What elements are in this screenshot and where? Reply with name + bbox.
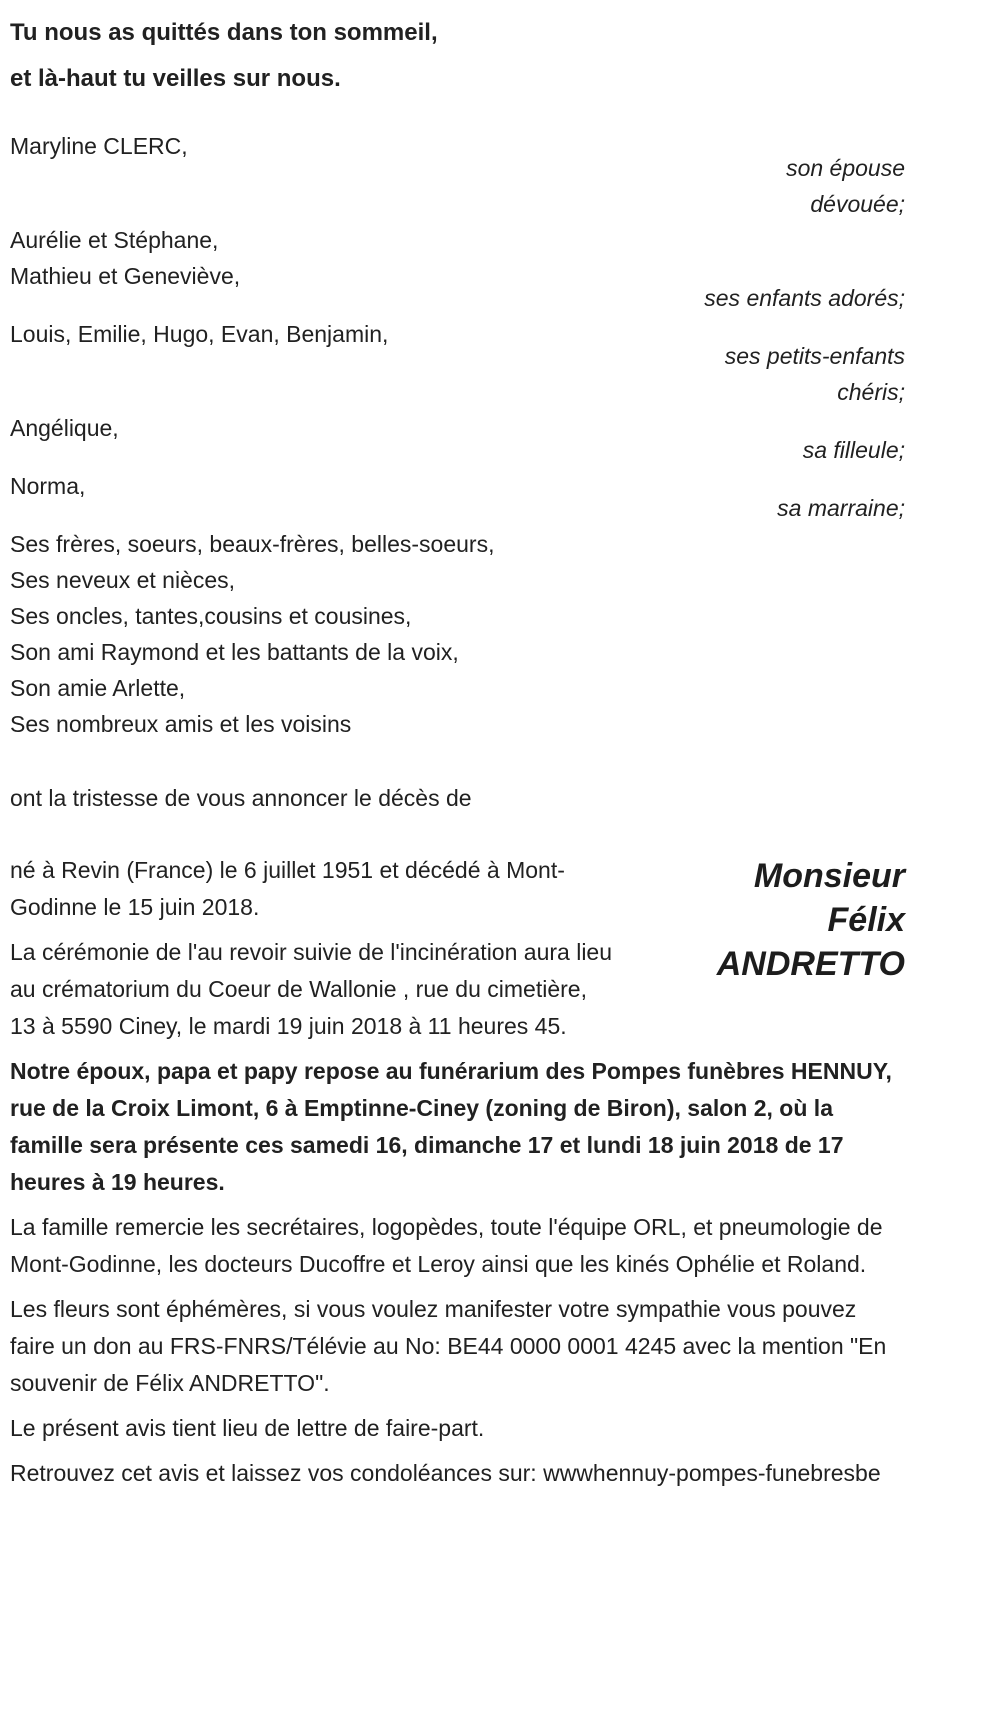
relation-line: sa marraine;: [777, 495, 905, 521]
funeral-home-paragraph: Notre époux, papa et papy repose au funérarium des Pompes funèbres HENNUY, rue de la Croix Limont, 6 à Emptinne-Ciney (zoning de Biron), salon 2, où la famille sera présente ces samedi 16, dimanche 17 et lundi 18 juin 2018 de 17 heures à 19 heures.: [10, 1058, 892, 1195]
family-group-children: [10, 222, 905, 316]
family-names: Norma,: [10, 473, 86, 499]
family-names: Aurélie et Stéphane,: [10, 227, 219, 253]
condolences-paragraph: Retrouvez cet avis et laissez vos condoléances sur: wwwhennuy-pompes-funebresbe: [10, 1460, 881, 1486]
deceased-first-name: Félix: [827, 901, 905, 939]
relatives-line: Son ami Raymond et les battants de la voix,: [10, 639, 459, 665]
relatives-line: Ses nombreux amis et les voisins: [10, 711, 352, 737]
family-group-spouse: [10, 128, 905, 222]
epitaph-line-2: et là-haut tu veilles sur nous.: [10, 65, 341, 92]
relatives-line: Ses oncles, tantes,cousins et cousines,: [10, 603, 412, 629]
family-relation: [10, 490, 905, 526]
relation-line: ses enfants adorés;: [704, 285, 905, 311]
epitaph-line-1: Tu nous as quittés dans ton sommeil,: [10, 19, 438, 46]
relation-line: dévouée;: [810, 191, 905, 217]
relatives-line: Ses frères, soeurs, beaux-frères, belles-soeurs,: [10, 531, 495, 557]
family-group-godmother: [10, 468, 905, 526]
thanks-paragraph: La famille remercie les secrétaires, logopèdes, toute l'équipe ORL, et pneumologie de Mont-Godinne, les docteurs Ducoffre et Leroy ainsi que les kinés Ophélie et Roland.: [10, 1214, 883, 1277]
family-section: [10, 128, 905, 526]
deceased-last-name: ANDRETTO: [716, 945, 905, 983]
decease-section: [10, 852, 905, 1492]
ceremony-paragraph: La cérémonie de l'au revoir suivie de l'incinération aura lieu au crématorium du Coeur de Wallonie , rue du cimetière, 13 à 5590 Ciney, le mardi 19 juin 2018 à 11 heures 45.: [10, 939, 613, 1039]
notice-paragraph: Le présent avis tient lieu de lettre de faire-part.: [10, 1415, 485, 1441]
deceased-name: [625, 854, 905, 986]
family-relation: [10, 432, 905, 468]
epitaph: [10, 10, 905, 102]
relation-line: ses petits-enfants: [724, 343, 905, 369]
announcement-line: ont la tristesse de vous annoncer le décès de: [10, 785, 472, 811]
relatives-line: Ses neveux et nièces,: [10, 567, 236, 593]
relation-line: son épouse: [786, 155, 905, 181]
family-group-grandchildren: [10, 316, 905, 410]
relatives-list: [10, 526, 905, 742]
family-names: Maryline CLERC,: [10, 133, 188, 159]
family-names: Mathieu et Geneviève,: [10, 263, 241, 289]
family-group-goddaughter: [10, 410, 905, 468]
relation-line: sa filleule;: [802, 437, 905, 463]
relation-line: chéris;: [837, 379, 905, 405]
birth-death-paragraph: né à Revin (France) le 6 juillet 1951 et décédé à Mont-Godinne le 15 juin 2018.: [10, 857, 565, 920]
family-names: Angélique,: [10, 415, 119, 441]
deceased-title: Monsieur: [753, 857, 905, 895]
relatives-line: Son amie Arlette,: [10, 675, 186, 701]
family-names: Louis, Emilie, Hugo, Evan, Benjamin,: [10, 321, 389, 347]
donation-paragraph: Les fleurs sont éphémères, si vous voulez manifester votre sympathie vous pouvez faire un don au FRS-FNRS/Télévie au No: BE44 0000 0001 4245 avec la mention "En souvenir de Félix ANDRETTO".: [10, 1296, 887, 1396]
